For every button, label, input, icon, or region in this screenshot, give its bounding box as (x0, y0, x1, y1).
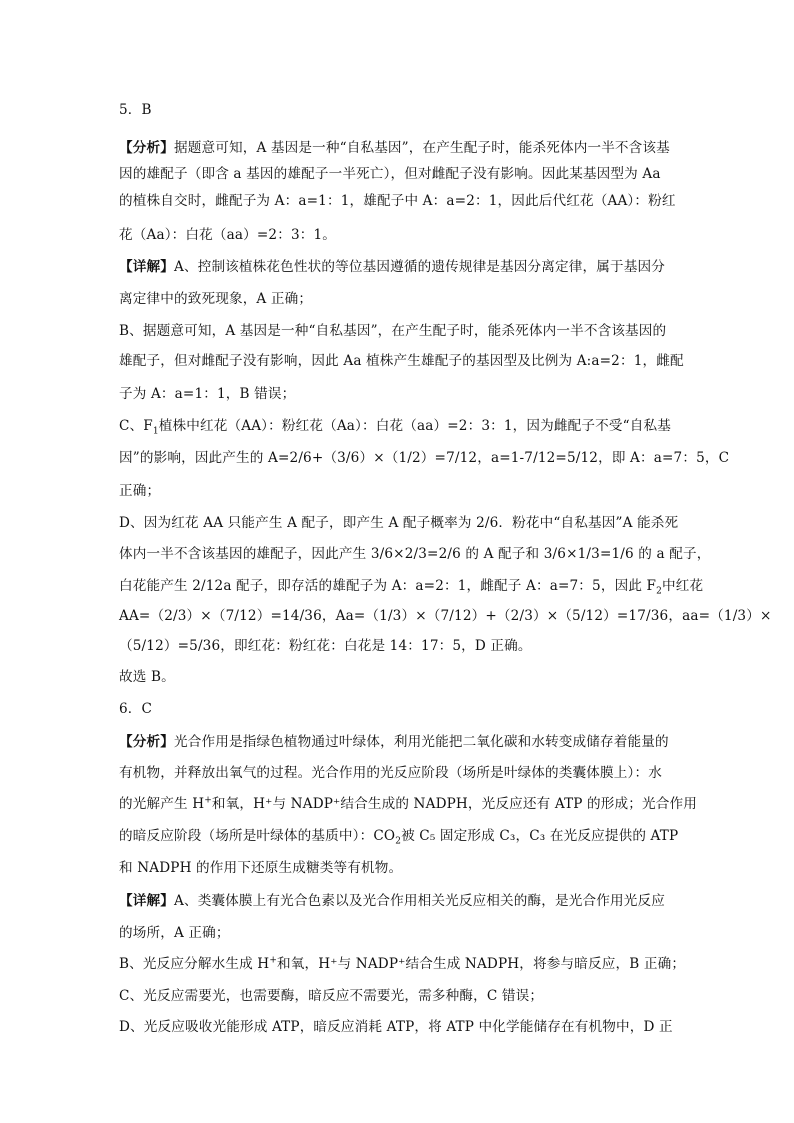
superscript: + (269, 955, 278, 966)
line-text: 的场所，A 正确； (119, 925, 230, 941)
line-text: C、F (119, 418, 153, 434)
text-line (119, 607, 772, 625)
subscript: 2 (395, 836, 402, 847)
section-tag: 【详解】 (119, 259, 174, 275)
text-line (119, 1018, 673, 1036)
text-line (119, 514, 678, 532)
line-text: D、因为红花 AA 只能产生 A 配子，即产生 A 配子概率为 2/6．粉花中“自私基因”A 能杀死 (119, 515, 679, 531)
line-text: 中红花 (662, 578, 704, 594)
line-text: B、据题意可知，A 基因是一种“自私基因”，在产生配子时，能杀死体内一半不含该基因的 (119, 323, 667, 339)
text-line (119, 139, 670, 157)
text-line (119, 577, 703, 595)
superscript: + (204, 795, 212, 806)
line-text: 的植株自交时，雌配子为 A：a=1：1，雄配子中 A：a=2：1，因此后代红花（AA）：粉红 (119, 193, 676, 209)
text-line (119, 417, 671, 435)
section-tag: 【分析】 (119, 140, 174, 156)
text-line (119, 700, 152, 718)
text-line (119, 955, 685, 973)
text-line (119, 385, 295, 403)
text-line (119, 101, 152, 119)
line-text: 因的雄配子（即含 a 基因的雄配子一半死亡），但对雌配子没有影响。因此某基因型为 Aa (119, 166, 661, 182)
line-text: 的暗反应阶段（场所是叶绿体的基质中）：CO (119, 828, 396, 844)
line-text: 和 NADPH 的作用下还原生成糖类等有机物。 (119, 860, 403, 876)
text-line (119, 668, 175, 686)
text-line (119, 165, 661, 183)
text-line (119, 258, 665, 276)
text-line (119, 987, 543, 1005)
line-text: D、光反应吸收光能形成 ATP，暗反应消耗 ATP，将 ATP 中化学能储存在有机物中，D 正 (119, 1019, 673, 1035)
line-text: AA=（2/3）×（7/12）=14/36，Aa=（1/3）×（7/12）+（2/3）×（5/12）=17/36，aa=（1/3）× (119, 608, 772, 624)
text-line (119, 192, 676, 210)
section-tag: 【分析】 (119, 734, 174, 750)
line-text: 雄配子，但对雌配子没有影响，因此 Aa 植株产生雄配子的基因型及比例为 A:a=2：1，雌配 (119, 353, 684, 369)
line-text: 白花能产生 2/12a 配子，即存活的雄配子为 A：a=2：1，雌配子 A：a=7：5，因此 F (119, 578, 657, 594)
text-line (119, 545, 710, 563)
line-text: 子为 A：a=1：1，B 错误； (119, 386, 296, 402)
text-line (119, 449, 729, 467)
line-text: A、控制该植株花色性状的等位基因遵循的遗传规律是基因分离定律，属于基因分 (173, 259, 665, 275)
text-line (119, 322, 666, 340)
line-text: 植株中红花（AA）：粉红花（Aa）：白花（aa）=2：3：1，因为雌配子不受“自私基 (158, 418, 671, 434)
line-text: 花（Aa）：白花（aa）=2：3：1。 (119, 227, 337, 243)
text-line (119, 733, 669, 751)
text-line (119, 924, 230, 942)
line-text: A、类囊体膜上有光合色素以及光合作用相关光反应相关的酶，是光合作用光反应 (173, 893, 665, 909)
line-text: 被 C₅ 固定形成 C₃，C₃ 在光反应提供的 ATP (401, 828, 679, 844)
text-line (119, 290, 312, 308)
line-text: 故选 B。 (119, 669, 175, 685)
line-text: 因”的影响，因此产生的 A=2/6+（3/6）×（1/2）=7/12，a=1-7/12=5/12，即 A：a=7：5，C (119, 450, 730, 466)
text-line (119, 859, 402, 877)
text-line (119, 352, 684, 370)
line-text: 正确； (119, 483, 161, 499)
line-text: 光合作用是指绿色植物通过叶绿体，利用光能把二氧化碳和水转变成储存着能量的 (173, 734, 669, 750)
line-text: C、光反应需要光，也需要酶，暗反应不需要光，需多种酶，C 错误； (119, 988, 544, 1004)
text-line (119, 764, 662, 782)
line-text: 6．C (119, 701, 153, 717)
subscript: 1 (152, 426, 159, 437)
line-text: （5/12）=5/36，即红花：粉红花：白花是 14：17：5，D 正确。 (119, 638, 532, 654)
text-line (119, 827, 678, 845)
text-line (119, 482, 160, 500)
text-line (119, 637, 532, 655)
subscript: 2 (656, 586, 663, 597)
section-tag: 【详解】 (119, 893, 174, 909)
line-text: 有机物，并释放出氧气的过程。光合作用的光反应阶段（场所是叶绿体的类囊体膜上）：水 (119, 765, 662, 781)
line-text: 5．B (119, 102, 152, 118)
line-text: B、光反应分解水生成 H (119, 956, 270, 972)
line-text: 的光解产生 H (119, 796, 205, 812)
line-text: 体内一半不含该基因的雄配子，因此产生 3/6×2/3=2/6 的 A 配子和 3/6×1/3=1/6 的 a 配子， (119, 546, 711, 562)
text-line (119, 795, 697, 813)
line-text: 据题意可知，A 基因是一种“自私基因”，在产生配子时，能杀死体内一半不含该基 (173, 140, 670, 156)
line-text: 和氧，H⁺与 NADP⁺结合生成的 NADPH，光反应还有 ATP 的形成；光合作用 (211, 796, 698, 812)
text-line (119, 892, 665, 910)
line-text: 和氧，H⁺与 NADP⁺结合生成 NADPH，将参与暗反应，B 正确； (277, 956, 686, 972)
line-text: 离定律中的致死现象，A 正确； (119, 291, 313, 307)
text-line (119, 226, 336, 244)
